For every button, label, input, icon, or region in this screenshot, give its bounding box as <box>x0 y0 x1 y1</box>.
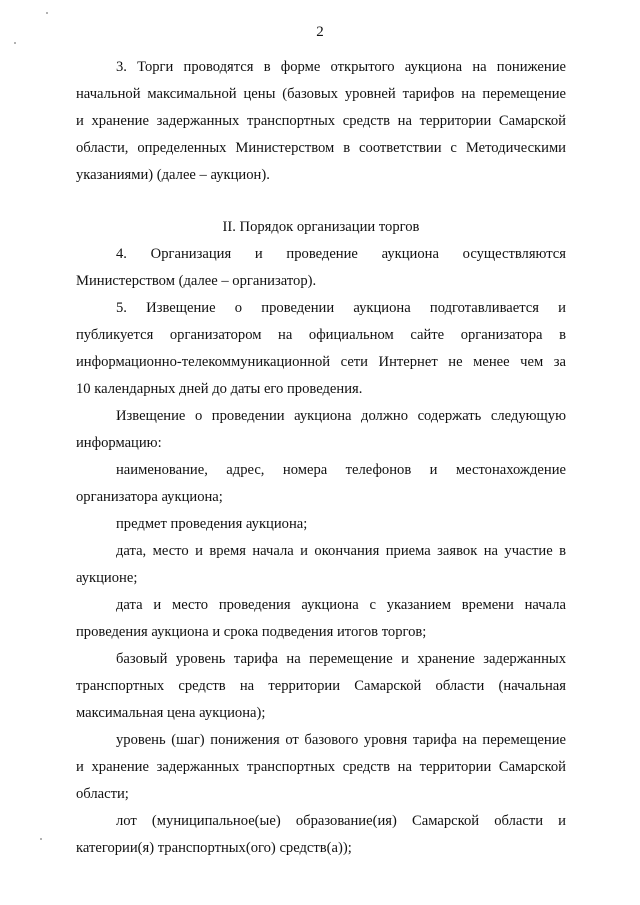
list-item-base-tariff-line-3: максимальная цена аукциона); <box>76 705 266 721</box>
paragraph-5-line-1: 5. Извещение о проведении аукциона подготавливается и <box>116 300 566 316</box>
scan-speck <box>40 838 42 840</box>
section-heading: II. Порядок организации торгов <box>222 219 420 235</box>
list-item-lot-line-1: лот (муниципальное(ые) образование(ия) Самарской области и <box>116 813 566 829</box>
paragraph-3-line-1: 3. Торги проводятся в форме открытого аукциона на понижение <box>116 59 566 75</box>
list-item-application-dates-line-1: дата, место и время начала и окончания приема заявок на участие в <box>116 543 566 559</box>
paragraph-3-line-2: начальной максимальной цены (базовых уровней тарифов на перемещение <box>76 86 566 102</box>
list-item-base-tariff-line-1: базовый уровень тарифа на перемещение и хранение задержанных <box>116 651 566 667</box>
list-item-application-dates-line-2: аукционе; <box>76 570 138 586</box>
list-item-step-line-2: и хранение задержанных транспортных средств на территории Самарской <box>76 759 566 775</box>
paragraph-3-line-4: области, определенных Министерством в соответствии с Методическими <box>76 140 566 156</box>
list-item-auction-date-line-2: проведения аукциона и срока подведения итогов торгов; <box>76 624 427 640</box>
list-item-auction-date-line-1: дата и место проведения аукциона с указанием времени начала <box>116 597 566 613</box>
page-number: 2 <box>316 24 324 40</box>
list-item-step-line-1: уровень (шаг) понижения от базового уровня тарифа на перемещение <box>116 732 566 748</box>
list-item-step-line-3: области; <box>76 786 129 802</box>
paragraph-4-line-1: 4. Организация и проведение аукциона осуществляются <box>116 246 566 262</box>
scan-speck <box>46 12 48 14</box>
paragraph-5-line-2: публикуется организатором на официальном сайте организатора в <box>76 327 566 343</box>
list-item-organizer-line-2: организатора аукциона; <box>76 489 223 505</box>
paragraph-5-line-4: 10 календарных дней до даты его проведения. <box>76 381 363 397</box>
paragraph-5-line-3: информационно-телекоммуникационной сети Интернет не менее чем за <box>76 354 566 370</box>
list-item-subject: предмет проведения аукциона; <box>116 516 308 532</box>
paragraph-3-line-5: указаниями) (далее – аукцион). <box>76 167 270 183</box>
notice-content-line-1: Извещение о проведении аукциона должно содержать следующую <box>116 408 566 424</box>
paragraph-4-line-2: Министерством (далее – организатор). <box>76 273 317 289</box>
list-item-lot-line-2: категории(я) транспортных(ого) средств(а)); <box>76 840 352 856</box>
paragraph-3-line-3: и хранение задержанных транспортных средств на территории Самарской <box>76 113 566 129</box>
notice-content-line-2: информацию: <box>76 435 162 451</box>
list-item-organizer-line-1: наименование, адрес, номера телефонов и местонахождение <box>116 462 566 478</box>
scan-speck <box>14 42 16 44</box>
list-item-base-tariff-line-2: транспортных средств на территории Самарской области (начальная <box>76 678 566 694</box>
